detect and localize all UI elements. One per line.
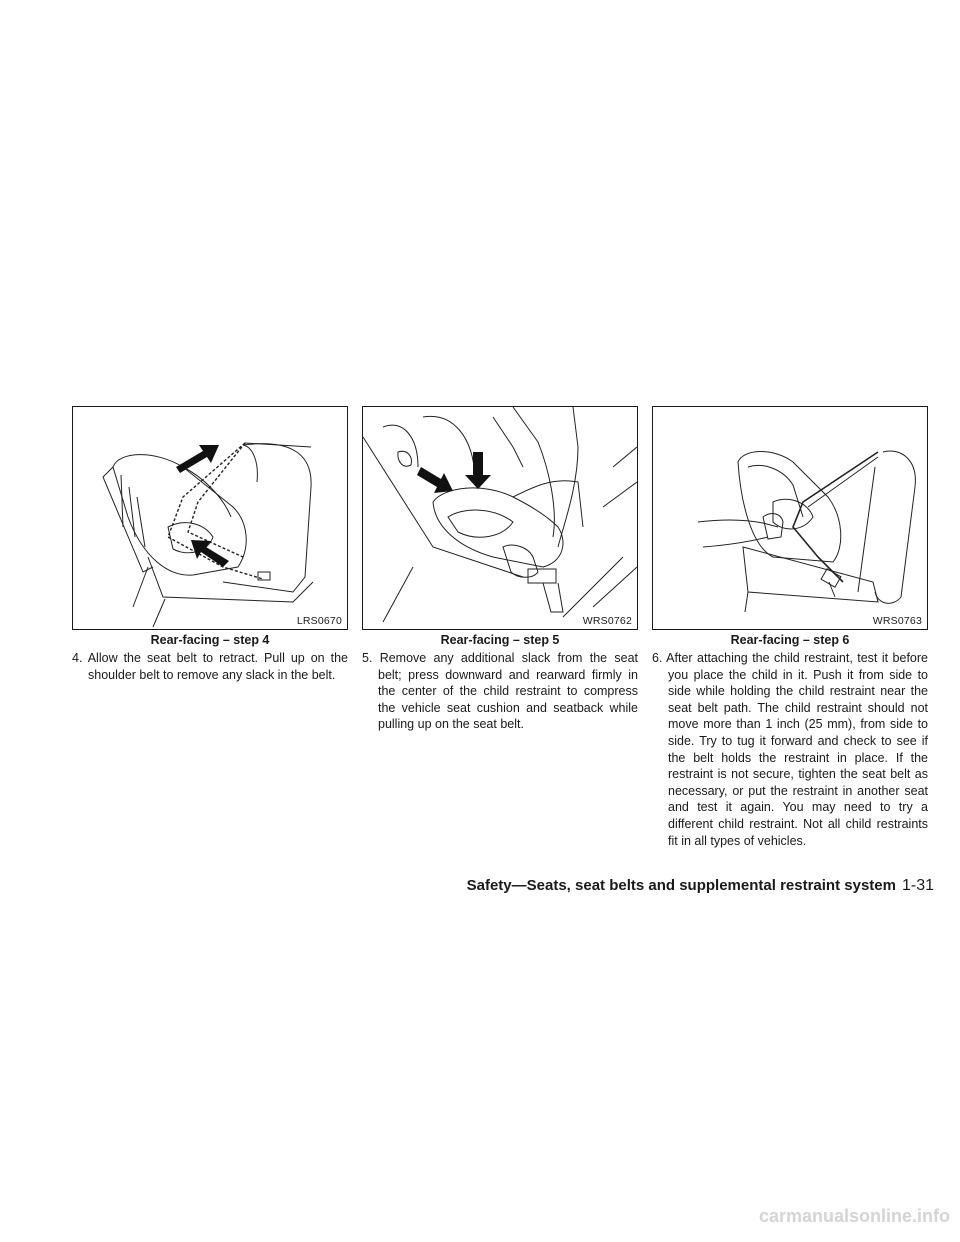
page-number: 1-31 [901, 877, 934, 894]
figure-code: WRS0762 [582, 615, 632, 627]
rear-facing-step-4-drawing [73, 407, 347, 629]
figure-caption: Rear-facing – step 6 [730, 633, 850, 647]
step-6-illustration [652, 406, 928, 630]
figure-code: LRS0670 [296, 615, 342, 627]
step-4-column [72, 406, 348, 683]
step-6-text: 6. After attaching the child restraint, test it before you place the child in it. Push it from side to side while holding the child restraint near the seat belt path. The child restraint should not move more than 1 inch (25 mm), from side to side. Try to tug it forward and check to see if the belt holds the restraint in place. If the restraint is not secure, tighten the seat belt as necessary, or put the restraint in another seat and test it again. You may need to try a different child restraint. Not all child restraints fit in all types of vehicles. [652, 651, 928, 848]
step-5-column [362, 406, 638, 733]
step-5-text: 5. Remove any additional slack from the seat belt; press downward and rearward firmly in the center of the child restraint to compress the vehicle seat cushion and seatback while pulling up on the seat belt. [362, 651, 638, 732]
step-6-column [652, 406, 928, 849]
figure-caption: Rear-facing – step 4 [150, 633, 270, 647]
figure-caption: Rear-facing – step 5 [440, 633, 560, 647]
section-title: Safety—Seats, seat belts and supplemental restraint system [466, 877, 896, 894]
page-footer [0, 877, 934, 895]
watermark-text: carmanualsonline.info [758, 1206, 950, 1226]
rear-facing-step-6-drawing [653, 407, 927, 629]
step-5-illustration [362, 406, 638, 630]
rear-facing-step-5-drawing [363, 407, 637, 629]
figure-code: WRS0763 [872, 615, 922, 627]
step-4-text: 4. Allow the seat belt to retract. Pull up on the shoulder belt to remove any slack in the belt. [72, 651, 348, 682]
step-4-illustration [72, 406, 348, 630]
